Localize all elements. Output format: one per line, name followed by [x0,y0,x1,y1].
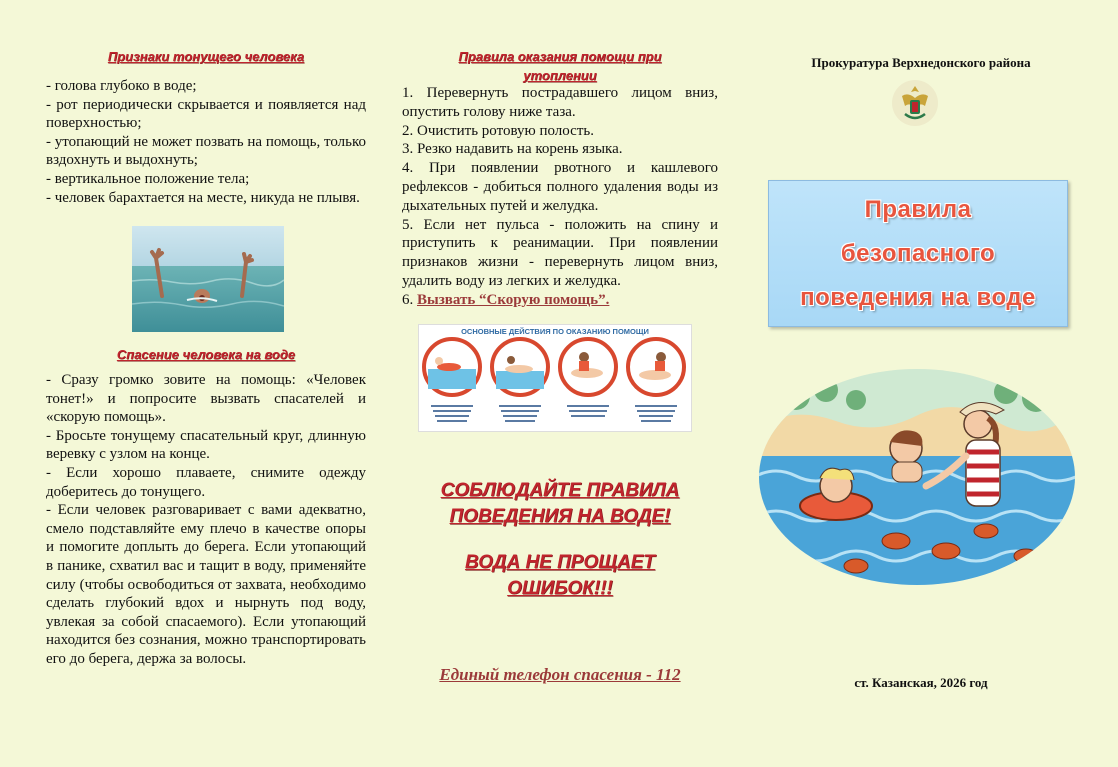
signs-heading: Признаки тонущего человека [107,49,305,64]
list-item: - утопающий не может позвать на помощь, только вздохнуть и выдохнуть; [46,133,366,169]
list-item: - Сразу громко зовите на помощь: «Человек тонет!» и попросите вызвать спасателей и «скорую помощь». [46,372,366,426]
title-line: безопасного [840,239,996,267]
list-item: 5. Если нет пульса - положить на спину и приступить к реанимации. При появлении признаков жизни - перевернуть лицом вниз, удалить воду из легких и желудка. [402,216,718,289]
step-circle-2 [492,339,548,395]
title-line: поведения на воде [800,283,1036,311]
safety-slogan [402,478,718,602]
organization-name: Прокуратура Верхнедонского района [811,55,1031,70]
slogan-line: ОШИБОК!!! [507,578,613,599]
list-item: - человек барахтается на месте, никуда не плывя. [46,189,360,206]
rescue-list [46,371,366,701]
step-circle-3 [560,339,616,395]
list-item: - рот периодически скрывается и появляется над поверхностью; [46,96,366,132]
list-item: - Если хорошо плаваете, снимите одежду доберитесь до тонущего. [46,464,366,500]
help-heading [402,47,718,85]
left-panel [46,0,366,767]
help-heading-line1: Правила оказания помощи при [458,49,662,64]
drowning-person-photo [132,226,284,332]
rescue-heading: Спасение человека на воде [116,347,296,362]
help-heading-line2: утоплении [523,68,597,83]
list-item: 2. Очистить ротовую полость. [402,122,594,139]
slogan-line: СОБЛЮДАЙТЕ ПРАВИЛА [440,480,680,501]
list-item: - Если человек разговаривает с вами адекватно, смело подставляйте ему плечо в качестве опоры и помогите доплыть до берега. Если утопающий в панике, схватил вас и тащит в воду, применяйте силу (чтобы освободиться от захвата, необходимо сделать глубокий вдох и нырнуть под воду, увлекая за собой спасаемого). Если утопающий находится без сознания, можно транспортировать его до берега, держа за волосы. [46,502,366,667]
list-item: - Бросьте тонущему спасательный круг, длинную веревку с узлом на конце. [46,427,366,463]
step-circle-1 [424,339,480,395]
right-panel [756,0,1086,767]
help-steps-list [402,84,718,310]
list-item [402,291,718,310]
place-and-year: ст. Казанская, 2026 год [854,675,988,690]
title-line: Правила [864,195,972,223]
list-item: 1. Перевернуть пострадавшего лицом вниз, опустить голову ниже таза. [402,85,718,120]
poster-title: ОСНОВНЫЕ ДЕЙСТВИЯ ПО ОКАЗАНИЮ ПОМОЩИ [461,327,649,336]
step-circle-4 [628,339,684,395]
list-item: 4. При появлении рвотного и кашлевого рефлексов - добиться полного удаления воды из дыхательных путей и желудка. [402,160,718,214]
list-item: - голова глубоко в воде; [46,78,197,94]
list-item: 3. Резко надавить на корень языка. [402,141,623,158]
first-aid-steps-poster [418,324,692,432]
slogan-line: ПОВЕДЕНИЯ НА ВОДЕ! [449,506,671,527]
step6-prefix: 6. [402,291,417,308]
emergency-phone: Единый телефон спасения - 112 [439,665,681,684]
middle-panel [402,0,718,767]
call-ambulance-link[interactable]: Вызвать “Скорую помощь”. [417,291,610,308]
prosecutor-emblem-icon [890,78,940,128]
swimming-children-illustration [756,366,1078,588]
slogan-line: ВОДА НЕ ПРОЩАЕТ [464,552,656,573]
brochure-title-box [768,180,1068,327]
list-item: - вертикальное положение тела; [46,170,250,187]
signs-list [46,77,366,207]
